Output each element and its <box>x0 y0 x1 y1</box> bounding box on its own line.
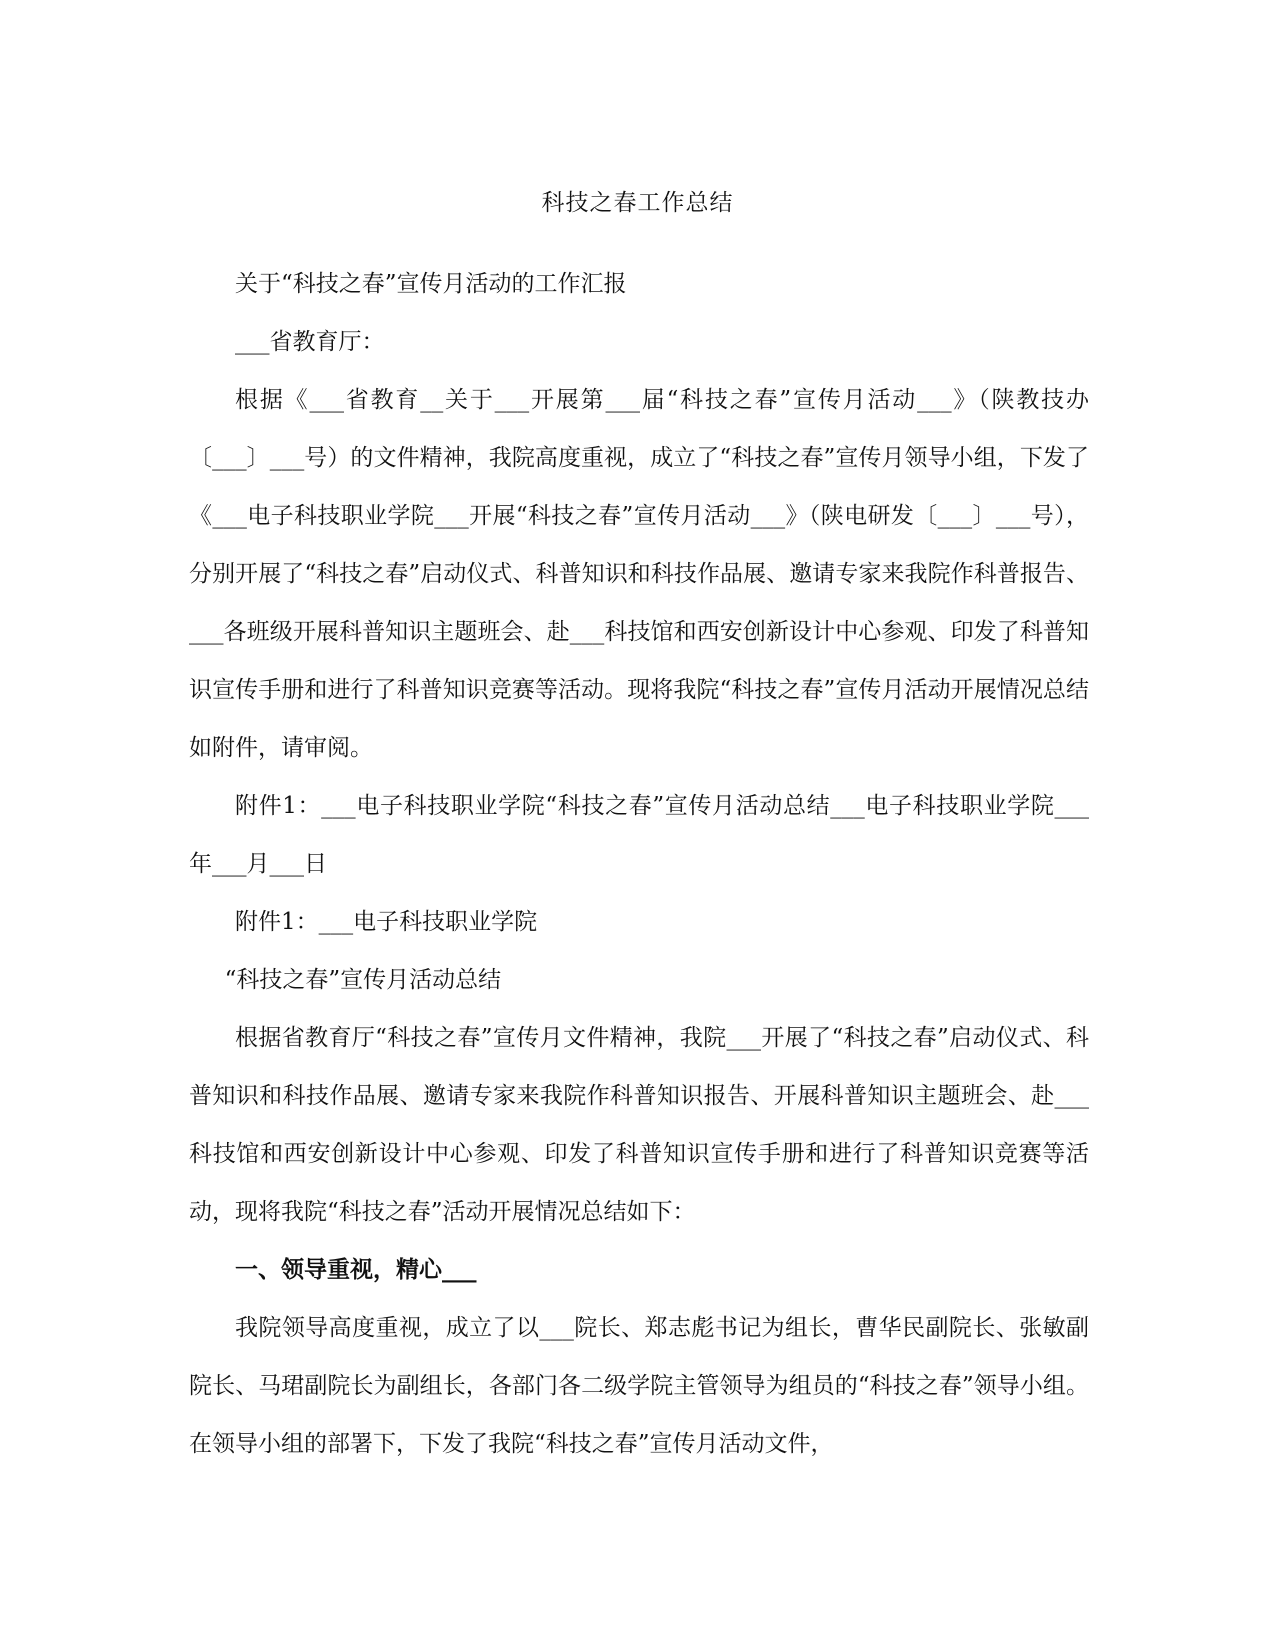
body-paragraph: 我院领导高度重视，成立了以___院长、郑志彪书记为组长，曹华民副院长、张敏副院长、马珺副院长为副组长，各部门各二级学院主管领导为组员的“科技之春”领导小组。在领导小组的部署下，下发了我院“科技之春”宣传月活动文件， <box>189 1315 1089 1457</box>
summary-title: “科技之春”宣传月活动总结 <box>224 967 502 993</box>
body-paragraph: 根据《___省教育__关于___开展第___届“科技之春”宣传月活动___》（陕教技办〔___〕___号）的文件精神，我院高度重视，成立了“科技之春”宣传月领导小组，下发了《___电子科技职业学院___开展“科技之春”宣传月活动___》（陕电研发〔___〕___号），分别开展了“科技之春”启动仪式、科普知识和科技作品展、邀请专家来我院作科普报告、___各班级开展科普知识主题班会、赴___科技馆和西安创新设计中心参观、印发了科普知识宣传手册和进行了科普知识竞赛等活动。现将我院“科技之春”宣传月活动开展情况总结如附件，请审阅。 <box>189 387 1089 761</box>
document-body <box>189 255 1089 1473</box>
body-paragraph: 根据省教育厅“科技之春”宣传月文件精神，我院___开展了“科技之春”启动仪式、科普知识和科技作品展、邀请专家来我院作科普知识报告、开展科普知识主题班会、赴___科技馆和西安创新设计中心参观、印发了科普知识宣传手册和进行了科普知识竞赛等活动，现将我院“科技之春”活动开展情况总结如下： <box>189 1025 1089 1225</box>
recipient-line: ___省教育厅： <box>235 329 385 355</box>
attachment-heading: 附件1：___电子科技职业学院 <box>235 909 538 935</box>
attachment-line: 附件1：___电子科技职业学院“科技之春”宣传月活动总结___电子科技职业学院___年___月___日 <box>189 793 1089 877</box>
document-title: 科技之春工作总结 <box>541 190 734 216</box>
report-heading: 关于“科技之春”宣传月活动的工作汇报 <box>235 271 627 297</box>
section-heading: 一、领导重视，精心___ <box>235 1256 477 1283</box>
